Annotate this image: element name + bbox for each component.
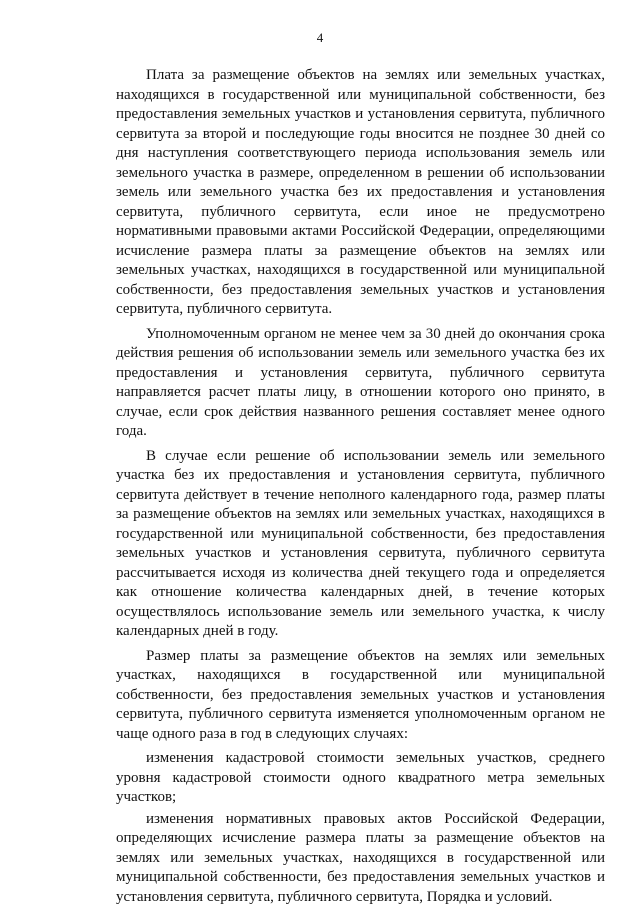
paragraph-fee-change-cases: Размер платы за размещение объектов на землях или земельных участках, находящихся в государственной или муниципальной собственности, без предоставления земельных участков и установления сервитута, публичного сервитута изменяется уполномоченным органом не чаще одного раза в год в следующих случаях: [116, 647, 605, 742]
paragraph-fee-payment-term: Плата за размещение объектов на землях или земельных участках, находящихся в государственной или муниципальной собственности, без предоставления земельных участков и установления сервитута, публичного сервитута за второй и последующие годы вносится не позднее 30 дней со дня наступления соответствующего периода использования земель или земельного участка в размере, определенном в решении об использовании земель или земельного участка без их предоставления и установления сервитута, публичного сервитута, если иное не предусмотрено нормативными правовыми актами Российской Федерации, определяющими исчисление размера платы за размещение объектов на землях или земельных участках, находящихся в государственной или муниципальной собственности, без предоставления земельных участков и установления сервитута, публичного сервитута. [116, 67, 605, 317]
document-body [116, 66, 605, 909]
paragraph-fee-calculation-notice: Уполномоченным органом не менее чем за 30 дней до окончания срока действия решения об использовании земель или земельного участка без их предоставления и установления сервитута, публичного сервитута направляется расчет платы лицу, в отношении которого оно принято, в случае, если срок действия названного решения составляет менее одного года. [116, 325, 605, 439]
page-number: 4 [316, 30, 324, 45]
list-item-cadastral-value-change: изменения кадастровой стоимости земельных участков, среднего уровня кадастровой стоимости одного квадратного метра земельных участков; [116, 750, 605, 805]
list-item-legal-acts-change: изменения нормативных правовых актов Российской Федерации, определяющих исчисление размера платы за размещение объектов на землях или земельных участках, находящихся в государственной или муниципальной собственности, без предоставления земельных участков и установления сервитута, публичного сервитута, Порядка и условий. [116, 810, 605, 905]
paragraph-incomplete-year: В случае если решение об использовании земель или земельного участка без их предоставления и установления сервитута, публичного сервитута действует в течение неполного календарного года, размер платы за размещение объектов на землях или земельных участках, находящихся в государственной или муниципальной собственности, без предоставления земельных участков и установления сервитута, публичного сервитута рассчитывается исходя из количества дней текущего года и определяется как отношение количества календарных дней, в течение которых осуществлялось использование земель или земельного участка, к числу календарных дней в году. [116, 447, 605, 639]
